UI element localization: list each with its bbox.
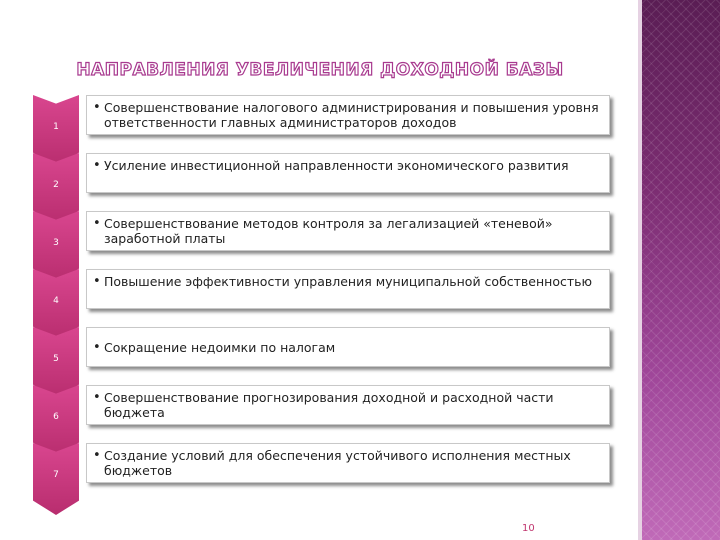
item-number: 7 bbox=[53, 470, 59, 480]
item-box bbox=[86, 153, 610, 193]
item-text: Совершенствование налогового администрирования и повышения уровня ответственности главных администраторов доходов bbox=[104, 100, 599, 130]
list-item bbox=[33, 385, 613, 435]
item-box bbox=[86, 269, 610, 309]
bullet-icon: • bbox=[93, 340, 101, 355]
bullet-icon: • bbox=[93, 448, 101, 463]
item-text: Совершенствование прогнозирования доходной и расходной части бюджета bbox=[104, 390, 554, 420]
bullet-icon: • bbox=[93, 158, 101, 173]
list-item bbox=[33, 269, 613, 319]
item-text: Повышение эффективности управления муниципальной собственностью bbox=[104, 274, 593, 289]
item-box bbox=[86, 327, 610, 367]
list-item bbox=[33, 211, 613, 261]
slide-title: НАПРАВЛЕНИЯ УВЕЛИЧЕНИЯ ДОХОДНОЙ БАЗЫ bbox=[76, 60, 564, 80]
bullet-icon: • bbox=[93, 100, 101, 115]
item-box bbox=[86, 95, 610, 135]
item-text: Создание условий для обеспечения устойчивого исполнения местных бюджетов bbox=[104, 448, 571, 478]
item-number: 6 bbox=[53, 412, 59, 422]
list-item bbox=[33, 443, 613, 493]
item-number: 3 bbox=[53, 238, 59, 248]
list-item bbox=[33, 95, 613, 145]
item-box bbox=[86, 385, 610, 425]
item-number: 2 bbox=[53, 180, 59, 190]
item-number: 1 bbox=[53, 122, 59, 132]
page-number: 10 bbox=[522, 523, 535, 534]
item-box bbox=[86, 443, 610, 483]
list-item bbox=[33, 153, 613, 203]
list-item bbox=[33, 327, 613, 377]
bullet-icon: • bbox=[93, 390, 101, 405]
item-text: Совершенствование методов контроля за легализацией «теневой» заработной платы bbox=[104, 216, 553, 246]
bullet-icon: • bbox=[93, 274, 101, 289]
item-text: Усиление инвестиционной направленности экономического развития bbox=[104, 158, 569, 173]
item-text: Сокращение недоимки по налогам bbox=[104, 340, 336, 355]
item-box bbox=[86, 211, 610, 251]
bullet-icon: • bbox=[93, 216, 101, 231]
item-number: 5 bbox=[53, 354, 59, 364]
decorative-side-panel bbox=[642, 0, 720, 540]
item-number: 4 bbox=[53, 296, 59, 306]
